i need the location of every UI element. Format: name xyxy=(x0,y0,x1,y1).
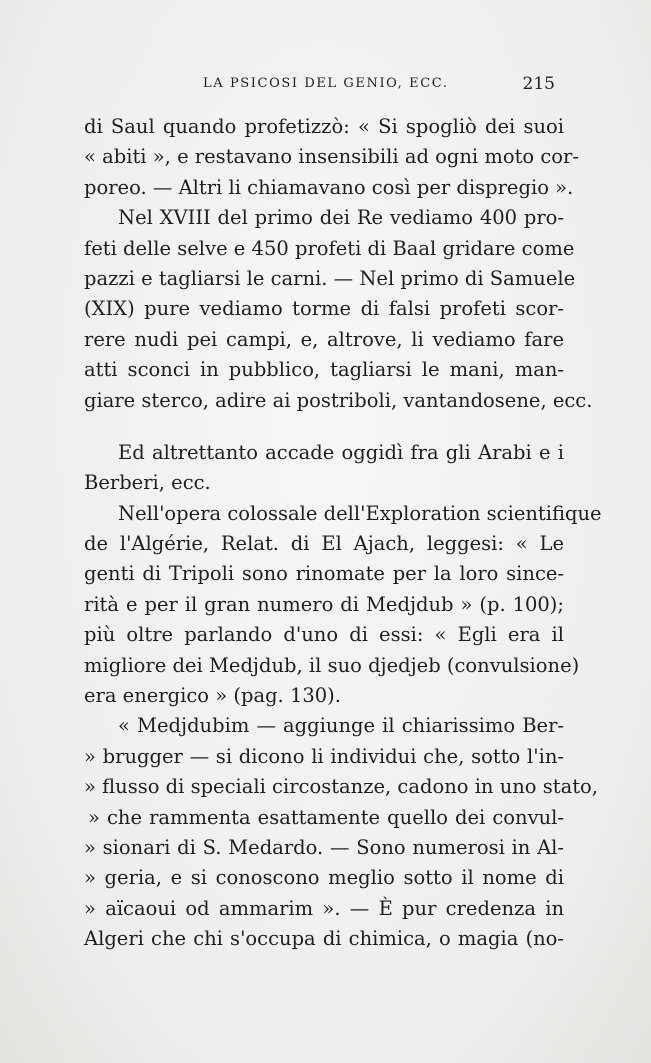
text-line: » sionari di S. Medardo. — Sono numerosi in Al- xyxy=(84,835,564,859)
paragraph xyxy=(84,711,598,954)
text-line: » che rammenta esattamente quello dei convul- xyxy=(88,805,564,829)
body-text xyxy=(84,112,602,955)
text-line: « Medjdubim — aggiunge il chiarissimo Ber- xyxy=(118,714,564,738)
text-line: più oltre parlando d'uno di essi: « Egli era il xyxy=(84,623,564,647)
text-line: Algeri che chi s'occupa di chimica, o magia (no- xyxy=(84,927,564,951)
text-line: de l'Algérie, Relat. di El Ajach, leggesi: « Le xyxy=(84,532,564,556)
paragraph xyxy=(84,438,564,499)
text-line: rità e per il gran numero di Medjdub » (p. 100); xyxy=(84,592,564,616)
text-line: Nel XVIII del primo dei Re vediamo 400 pro- xyxy=(118,206,564,230)
text-line: genti di Tripoli sono rinomate per la loro since- xyxy=(84,562,564,586)
text-line: feti delle selve e 450 profeti di Baal gridare come xyxy=(84,236,575,260)
text-line: Berberi, ecc. xyxy=(84,471,211,495)
page-number: 215 xyxy=(522,74,555,94)
text-line: poreo. — Altri li chiamavano così per dispregio ». xyxy=(84,175,574,199)
text-line: « abiti », e restavano insensibili ad ogni moto cor- xyxy=(84,145,579,169)
text-line: » geria, e si conoscono meglio sotto il nome di xyxy=(84,866,564,890)
text-line: giare sterco, adire ai postriboli, vantandosene, ecc. xyxy=(84,388,593,412)
text-line: migliore dei Medjdub, il suo djedjeb (convulsione) xyxy=(84,653,580,677)
paragraph-gap xyxy=(84,416,564,438)
text-line: era energico » (pag. 130). xyxy=(84,684,341,708)
page-header xyxy=(203,74,555,98)
paragraph xyxy=(84,499,602,712)
text-line: rere nudi pei campi, e, altrove, li vediamo fare xyxy=(84,327,564,351)
text-line: » brugger — si dicono li individui che, sotto l'in- xyxy=(84,744,564,768)
text-line: » aïcaoui od ammarim ». — È pur credenza in xyxy=(84,896,564,920)
text-line: Ed altrettanto accade oggidì fra gli Arabi e i xyxy=(118,440,564,464)
paragraph xyxy=(84,112,579,203)
running-title: LA PSICOSI DEL GENIO, ECC. xyxy=(203,76,449,91)
text-line: di Saul quando profetizzò: « Si spogliò dei suoi xyxy=(84,115,564,138)
text-line: Nell'opera colossale dell'Exploration scientifique xyxy=(118,501,602,525)
text-line: (XIX) pure vediamo torme di falsi profeti scor- xyxy=(84,297,564,321)
paragraph xyxy=(84,203,593,416)
text-line: pazzi e tagliarsi le carni. — Nel primo di Samuele xyxy=(84,266,576,290)
text-line: » flusso di speciali circostanze, cadono in uno stato, xyxy=(84,775,598,799)
text-line: atti sconci in pubblico, tagliarsi le mani, man- xyxy=(84,358,564,382)
